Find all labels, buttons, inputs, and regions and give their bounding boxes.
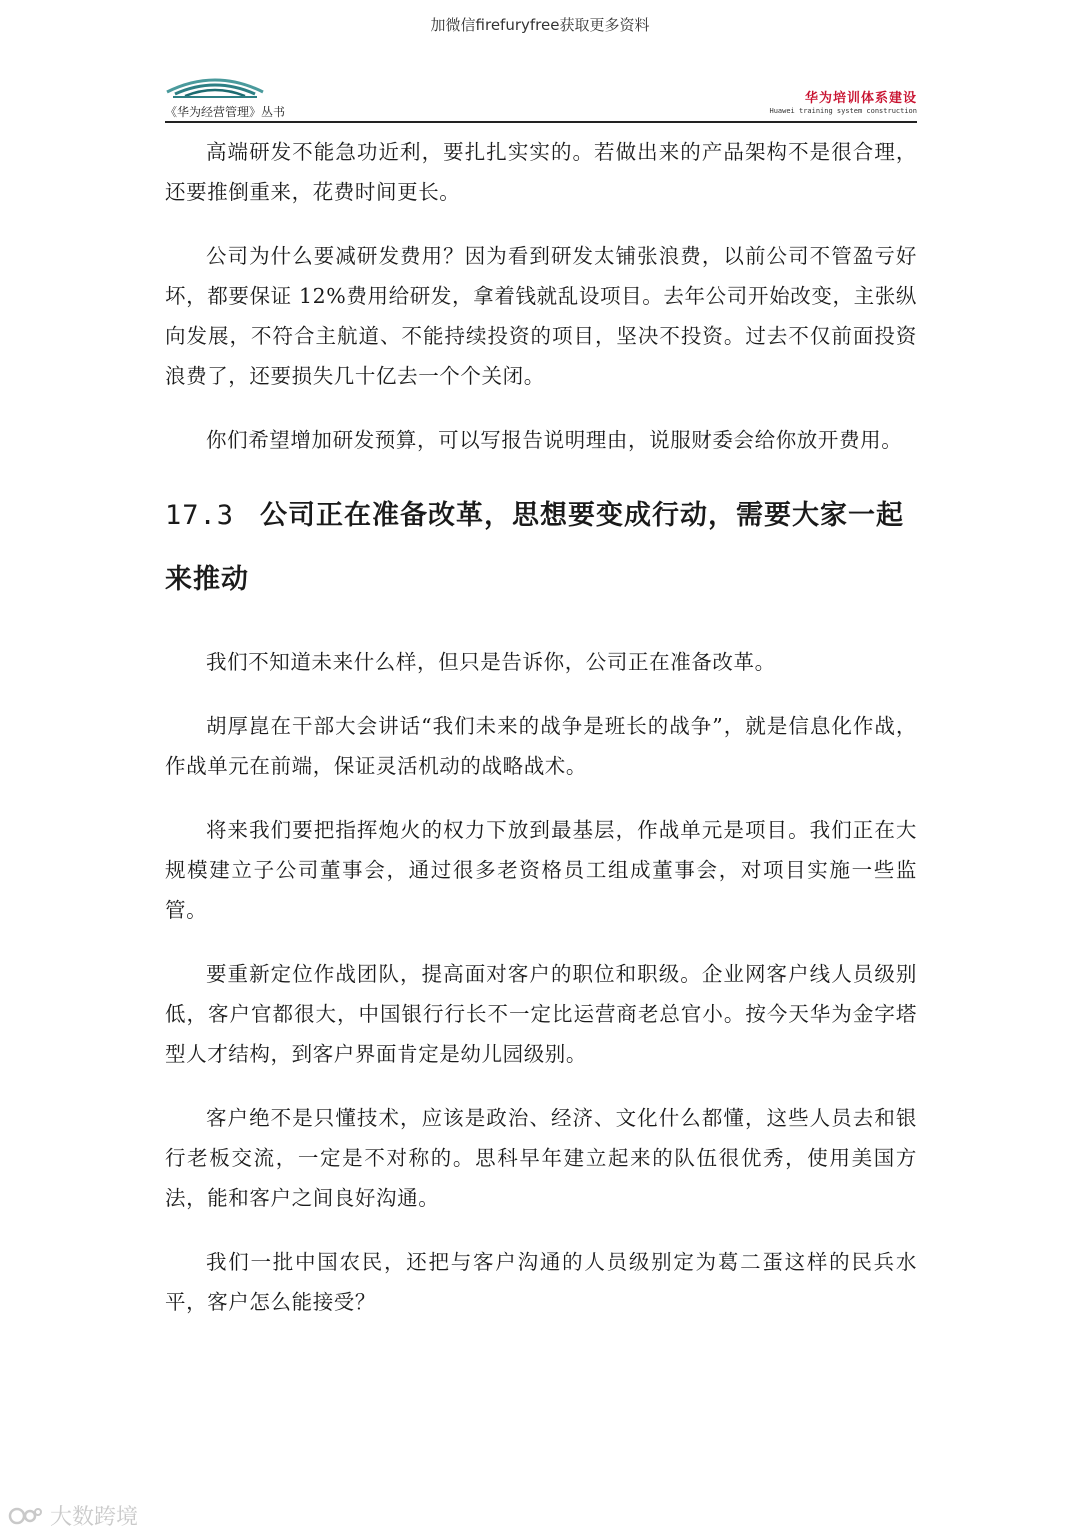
mountain-logo-icon bbox=[165, 70, 265, 100]
page-header bbox=[165, 70, 917, 126]
paragraph: 将来我们要把指挥炮火的权力下放到最基层，作战单元是项目。我们正在大规模建立子公司董事会，通过很多老资格员工组成董事会，对项目实施一些监管。 bbox=[165, 818, 917, 922]
bottom-watermark bbox=[8, 1500, 138, 1531]
section-heading bbox=[165, 484, 917, 612]
header-divider bbox=[165, 121, 917, 123]
header-brand-subtitle: Huawei training system construction bbox=[769, 107, 917, 115]
paragraph: 客户绝不是只懂技术，应该是政治、经济、文化什么都懂，这些人员去和银行老板交流，一定是不对称的。思科早年建立起来的队伍很优秀，使用美国方法，能和客户之间良好沟通。 bbox=[165, 1106, 917, 1210]
page-content bbox=[165, 132, 917, 1346]
paragraph: 胡厚崑在干部大会讲话“我们未来的战争是班长的战争”，就是信息化作战，作战单元在前端，保证灵活机动的战略战术。 bbox=[165, 714, 917, 778]
bottom-watermark-text: 大数跨境 bbox=[50, 1505, 139, 1530]
paragraph: 要重新定位作战团队，提高面对客户的职位和职级。企业网客户线人员级别低，客户官都很大，中国银行行长不一定比运营商老总官小。按今天华为金字塔型人才结构，到客户界面肯定是幼儿园级别。 bbox=[165, 962, 917, 1066]
paragraph: 公司为什么要减研发费用？因为看到研发太铺张浪费，以前公司不管盈亏好坏，都要保证 12%费用给研发，拿着钱就乱设项目。去年公司开始改变，主张纵向发展，不符合主航道、不能持续投资的项目，坚决不投资。过去不仅前面投资浪费了，还要损失几十亿去一个个关闭。 bbox=[165, 244, 917, 388]
header-brand-title: 华为培训体系建设 bbox=[804, 91, 917, 106]
paragraph: 高端研发不能急功近利，要扎扎实实的。若做出来的产品架构不是很合理，还要推倒重来，花费时间更长。 bbox=[165, 140, 917, 204]
top-watermark: 加微信firefuryfree获取更多资料 bbox=[430, 16, 650, 34]
brand-watermark-icon bbox=[8, 1503, 42, 1529]
paragraph: 我们一批中国农民，还把与客户沟通的人员级别定为葛二蛋这样的民兵水平，客户怎么能接受？ bbox=[165, 1250, 917, 1314]
section-number: 17.3 bbox=[165, 500, 235, 531]
paragraph: 我们不知道未来什么样，但只是告诉你，公司正在准备改革。 bbox=[206, 650, 776, 674]
section-title-text: 公司正在准备改革，思想要变成行动，需要大家一起来推动 bbox=[165, 500, 905, 595]
book-series-label: 《华为经营管理》丛书 bbox=[165, 105, 286, 119]
paragraph: 你们希望增加研发预算，可以写报告说明理由，说服财委会给你放开费用。 bbox=[206, 428, 903, 452]
